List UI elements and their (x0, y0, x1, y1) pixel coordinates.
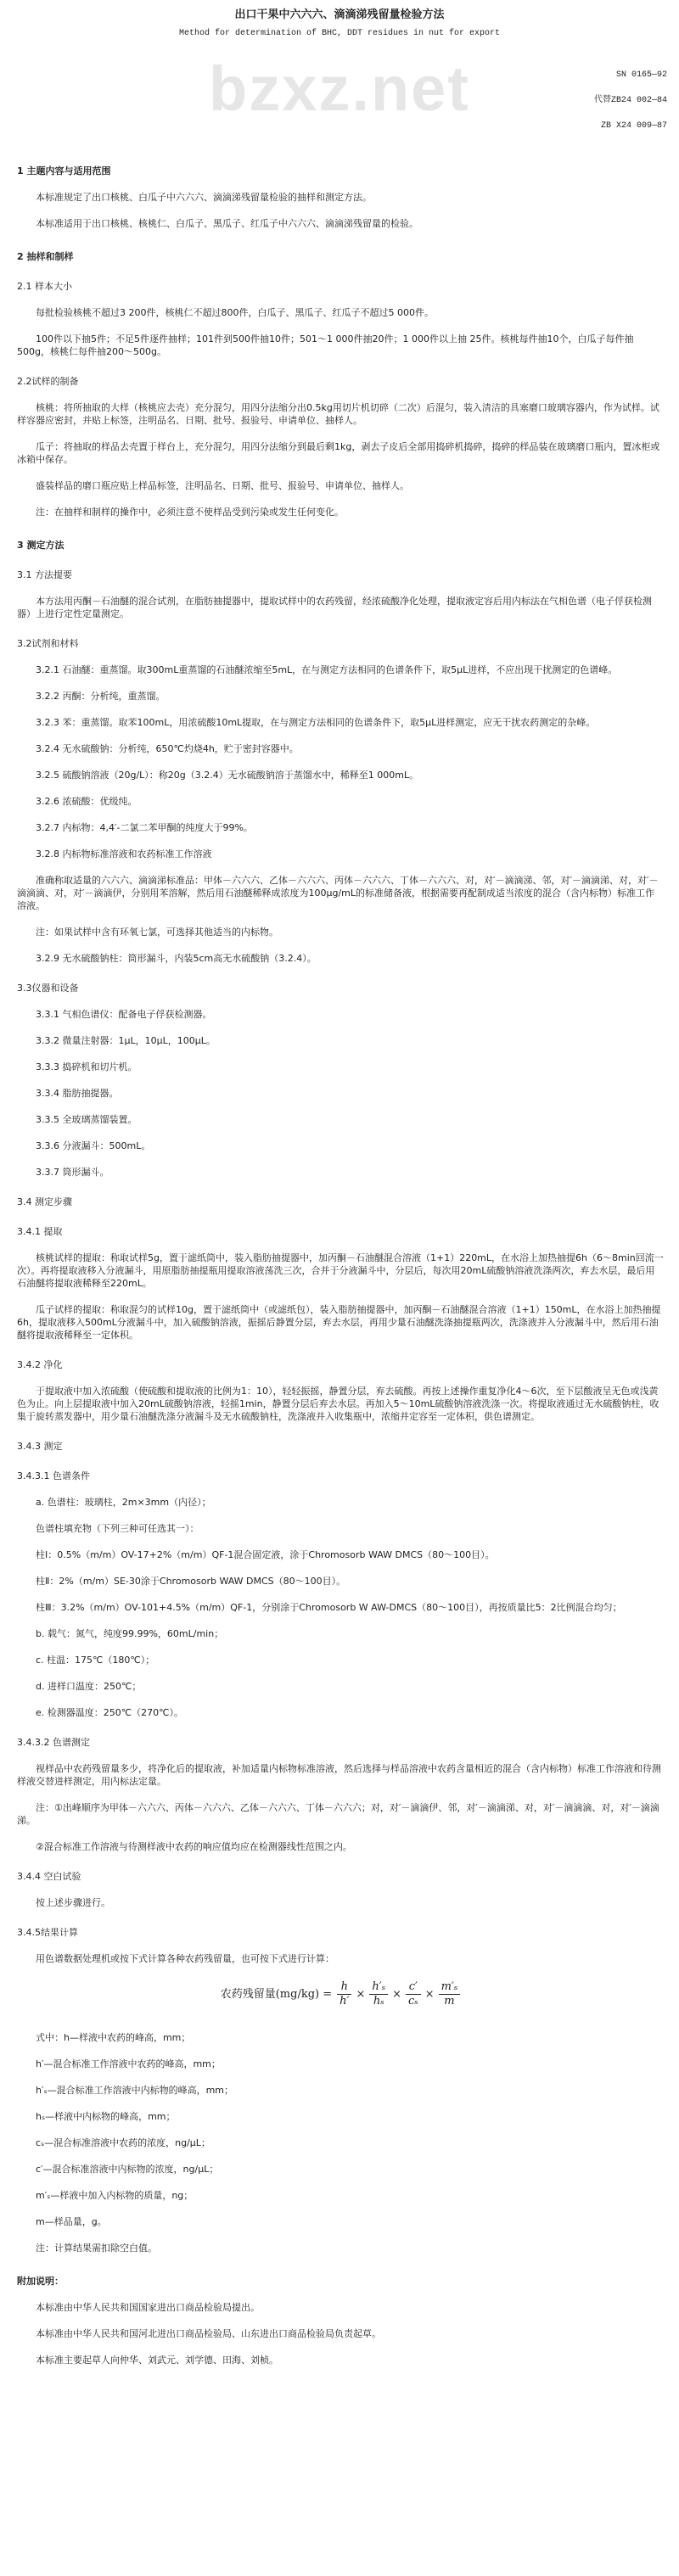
paragraph: 3.3.5 全玻璃蒸馏装置。 (36, 1114, 137, 1125)
paragraph: 于提取液中加入浓硫酸（使硫酸和提取液的比例为1：10），轻轻振摇，静置分层，弃去硫酸。再按上述操作重复净化4～6次，至下层酸液呈无色或浅黄色为止。向上层提取液中加入20mL硫酸钠溶液，轻摇1min，静置分层后弃去水层。再加入5～10mL硫酸钠溶液洗涤一次。将提取液通过无水硫酸钠柱，收集于旋转蒸发器中，用少量石油醚洗涤分液漏斗及无水硫酸钠柱，洗涤液并入收集瓶中，浓缩并定容至一定体积，供色谱测定。 (17, 1386, 659, 1422)
symbol-definition: h′—混合标准工作溶液中农药的峰高，mm； (36, 2058, 221, 2069)
paragraph: 核桃试样的提取：称取试样5g，置于滤纸筒中，装入脂肪抽提器中，加丙酮－石油醚混合溶液（1+1）220mL，在水浴上加热抽提6h（6～8min回流一次）。再将提取液移入分液漏斗，用原脂肪抽提瓶用提取溶液荡洗三次，合并于分液漏斗中，分层后，每次用20mL硫酸钠溶液洗涤两次，弃去水层，最后用石油醚将提取液稀释至220mL。 (17, 1252, 664, 1289)
note: 注：①出峰顺序为甲体－六六六、丙体－六六六、乙体－六六六、丁体－六六六；对，对′－滴滴伊、邻，对′－滴滴涕、对，对′－滴滴滴、对，对′－滴滴涕。 (17, 1802, 659, 1826)
standard-codes (594, 70, 667, 146)
paragraph: 准确称取适量的六六六、滴滴涕标准品：甲体－六六六、乙体－六六六、丙体－六六六、丁体－六六六、对，对′－滴滴涕、邻，对′－滴滴涕、对，对′－滴滴滴、对，对′－滴滴伊，分别用苯溶解，然后用石油醚稀释成浓度为100μg/mL的标准储备液，根据需要再配制成适当浓度的混合（含内标物）标准工作溶液。 (17, 875, 659, 911)
subsection-heading: 3.3仪器和设备 (17, 983, 79, 994)
fraction-numerator: h (337, 1980, 351, 1995)
symbol-definition: m—样品量，g。 (36, 2216, 107, 2227)
paragraph: 瓜子：将抽取的样品去壳置于样台上，充分混匀，用四分法缩分到最后剩1kg，剥去子皮后全部用捣碎机捣碎，捣碎的样品装在玻璃磨口瓶内，置冰柜或冰箱中保存。 (17, 441, 660, 465)
paragraph: 本标准规定了出口核桃、白瓜子中六六六、滴滴涕残留量检验的抽样和测定方法。 (36, 192, 372, 203)
fraction-numerator: h′ₛ (369, 1980, 388, 1995)
replaced-standard: ZB X24 009—87 (600, 121, 667, 131)
paragraph: 瓜子试样的提取：称取混匀的试样10g，置于滤纸筒中（或滤纸包），装入脂肪抽提器中，加丙酮－石油醚混合溶液（1+1）150mL，在水浴上加热抽提6h，提取液移入500mL分液漏斗中，加入硫酸钠溶液，振摇后静置分层，弃去水层，再用少量石油醚洗涤抽提瓶两次，洗涤液并入分液漏斗中，然后用石油醚将提取液稀释至一定体积。 (17, 1304, 661, 1341)
subsection-heading: 3.4.1 提取 (17, 1226, 63, 1237)
paragraph: 核桃：将所抽取的大样（核桃应去壳）充分混匀，用四分法缩分出0.5kg用切片机切碎（二次）后混匀，装入清洁的具塞磨口玻璃容器内，作为试样。试样容器应密封，并贴上标签，注明品名、日期、批号、报验号、申请单位、抽样人。 (17, 402, 659, 426)
subsection-heading: 3.4.3 测定 (17, 1441, 63, 1452)
paragraph: 3.3.2 微量注射器：1μL，10μL，100μL。 (36, 1035, 216, 1046)
subsection-heading: 3.4.3.1 色谱条件 (17, 1470, 90, 1481)
paragraph: 3.2.1 石油醚：重蒸馏。取300mL重蒸馏的石油醚浓缩至5mL，在与测定方法相同的色谱条件下，取5μL进样，不应出现干扰测定的色谱峰。 (36, 664, 618, 675)
paragraph: 柱Ⅱ：2%（m/m）SE-30涂于Chromosorb WAW DMCS（80～100目）。 (36, 1576, 346, 1587)
paragraph: b. 载气：氮气，纯度99.99%，60mL/min； (36, 1628, 224, 1639)
paragraph: 用色谱数据处理机或按下式计算各种农药残留量，也可按下式进行计算： (36, 1953, 334, 1964)
symbol-definition: 式中：h—样液中农药的峰高，mm； (36, 2032, 191, 2043)
paragraph: c. 柱温：175℃（180℃）； (36, 1655, 155, 1666)
document-title: 出口干果中六六六、滴滴涕残留量检验方法 (234, 8, 445, 21)
symbol-definition: m′ₛ—样液中加入内标物的质量，ng； (36, 2190, 194, 2201)
paragraph: 3.2.4 无水硫酸钠：分析纯，650℃灼烧4h，贮于密封容器中。 (36, 743, 299, 754)
paragraph: 本标准主要起草人向仲华、刘武元、刘学德、田海、刘桢。 (36, 2355, 278, 2366)
paragraph: 色谱柱填充物（下列三种可任选其一）： (36, 1523, 199, 1534)
paragraph: 3.3.7 筒形漏斗。 (36, 1167, 109, 1178)
paragraph: d. 进样口温度：250℃； (36, 1681, 142, 1692)
paragraph: 按上述步骤进行。 (36, 1897, 110, 1908)
paragraph: 3.3.6 分液漏斗：500mL。 (36, 1140, 151, 1151)
symbol-definition: hₛ—样液中内标物的峰高，mm； (36, 2111, 176, 2122)
subsection-heading: 3.4 测定步骤 (17, 1196, 72, 1207)
paragraph: 3.2.3 苯：重蒸馏。取苯100mL，用浓硫酸10mL提取，在与测定方法相同的色谱条件下，取5μL进样测定，应无干扰农药测定的杂峰。 (36, 717, 596, 728)
paragraph: 盛装样品的磨口瓶应贴上样品标签，注明品名、日期、批号、报验号、申请单位、抽样人。 (36, 480, 409, 491)
fraction-numerator: c′ (406, 1980, 421, 1995)
section-heading: 附加说明： (17, 2276, 64, 2287)
subsection-heading: 3.4.2 净化 (17, 1359, 63, 1370)
subsection-heading: 3.1 方法提要 (17, 569, 72, 580)
section-heading: 1 主题内容与适用范围 (17, 165, 111, 176)
note: 注：如果试样中含有环氧七氯，可选择其他适当的内标物。 (36, 927, 278, 938)
paragraph: 柱Ⅲ：3.2%（m/m）OV-101+4.5%（m/m）QF-1，分别涂于Chromosorb W AW-DMCS（80～100目），再按质量比5：2比例混合均匀； (36, 1602, 622, 1613)
paragraph: 3.3.1 气相色谱仪：配备电子俘获检测器。 (36, 1009, 212, 1020)
note: 注：计算结果需扣除空白值。 (36, 2243, 157, 2254)
multiply-sign: × (392, 1987, 401, 2001)
paragraph: 100件以下抽5件；不足5件逐件抽样；101件到500件抽10件；501～1 000件抽20件；1 000件以上抽 25件。核桃每件抽10个，白瓜子每件抽500g，核桃仁每件抽200～500g。 (17, 333, 634, 357)
paragraph: 本方法用丙酮－石油醚的混合试剂，在脂肪抽提器中，提取试样中的农药残留，经浓硫酸净化处理，提取液定容后用内标法在气相色谱（电子俘获检测器）上进行定性定量测定。 (17, 596, 652, 619)
formula-fraction (337, 1980, 351, 2008)
fraction-denominator: hₛ (373, 1995, 384, 2008)
replaced-standard: 代替ZB24 002—84 (593, 96, 667, 105)
paragraph: 3.2.6 浓硫酸：优级纯。 (36, 796, 137, 807)
result-formula (17, 1980, 664, 2018)
subsection-heading: 3.4.5结果计算 (17, 1927, 78, 1938)
paragraph: e. 检测器温度：250℃（270℃）。 (36, 1707, 183, 1718)
document-subtitle: Method for determination of BHC, DDT residues in nut for export (178, 29, 501, 38)
subsection-heading: 3.2试剂和材料 (17, 638, 79, 649)
subsection-heading: 2.1 样本大小 (17, 281, 72, 292)
multiply-sign: × (356, 1987, 366, 2001)
formula-fraction (439, 1980, 461, 2008)
note: 注：在抽样和制样的操作中，必须注意不使样品受到污染或发生任何变化。 (36, 507, 344, 518)
paragraph: 3.2.7 内标物：4,4′-二氯二苯甲酮的纯度大于99%。 (36, 822, 253, 833)
subsection-heading: 3.4.3.2 色谱测定 (17, 1737, 90, 1748)
paragraph: 3.2.5 硫酸钠溶液（20g/L）：称20g（3.2.4）无水硫酸钠溶于蒸馏水中，稀释至1 000mL。 (36, 770, 419, 781)
fraction-denominator: cₛ (408, 1995, 418, 2008)
paragraph: 视样品中农药残留量多少，将净化后的提取液，补加适量内标物标准溶液，然后选择与样品溶液中农药含量相近的混合（含内标物）标准工作溶液和待测样液交替进样测定，用内标法定量。 (17, 1763, 661, 1787)
watermark: bzxz.net (209, 53, 470, 124)
standard-number: SN 0165—92 (615, 70, 667, 80)
formula-fraction (406, 1980, 421, 2008)
formula-fraction (369, 1980, 388, 2008)
fraction-denominator: m (444, 1995, 455, 2008)
paragraph: 柱Ⅰ：0.5%（m/m）OV-17+2%（m/m）QF-1混合固定液，涂于Chromosorb WAW DMCS（80～100目）。 (36, 1549, 495, 1560)
paragraph: 每批检验核桃不超过3 200件，核桃仁不超过800件，白瓜子、黑瓜子、红瓜子不超过5 000件。 (36, 307, 434, 318)
multiply-sign: × (424, 1987, 435, 2001)
paragraph: a. 色谱柱：玻璃柱，2m×3mm（内径）； (36, 1497, 211, 1508)
section-heading: 2 抽样和制样 (17, 251, 74, 262)
paragraph: 3.2.8 内标物标准溶液和农药标准工作溶液 (36, 848, 212, 860)
paragraph: 本标准适用于出口核桃、核桃仁、白瓜子、黑瓜子、红瓜子中六六六、滴滴涕残留量的检验。 (36, 218, 418, 229)
subsection-heading: 3.4.4 空白试验 (17, 1871, 81, 1882)
fraction-numerator: m′ₛ (439, 1980, 461, 1995)
formula-label: 农药残留量(mg/kg) = (220, 1987, 333, 2001)
paragraph: 本标准由中华人民共和国河北进出口商品检验局、山东进出口商品检验局负责起草。 (36, 2328, 381, 2339)
paragraph: 3.2.9 无水硫酸钠柱：筒形漏斗，内装5cm高无水硫酸钠（3.2.4）。 (36, 953, 317, 964)
note: ②混合标准工作溶液与待测样液中农药的响应值均应在检测器线性范围之内。 (36, 1841, 352, 1852)
paragraph: 3.3.3 捣碎机和切片机。 (36, 1061, 137, 1072)
section-heading: 3 测定方法 (17, 540, 65, 551)
fraction-denominator: h′ (340, 1995, 350, 2008)
paragraph: 3.2.2 丙酮：分析纯，重蒸馏。 (36, 691, 166, 702)
document-body (17, 144, 664, 2366)
symbol-definition: c′—混合标准溶液中内标物的浓度，ng/μL； (36, 2164, 219, 2175)
paragraph: 本标准由中华人民共和国国家进出口商品检验局提出。 (36, 2302, 260, 2313)
symbol-definition: cₛ—混合标准溶液中农药的浓度，ng/μL； (36, 2137, 210, 2148)
subsection-heading: 2.2试样的制备 (17, 376, 79, 387)
paragraph: 3.3.4 脂肪抽提器。 (36, 1088, 119, 1099)
symbol-definition: h′ₛ—混合标准工作溶液中内标物的峰高，mm； (36, 2085, 234, 2096)
